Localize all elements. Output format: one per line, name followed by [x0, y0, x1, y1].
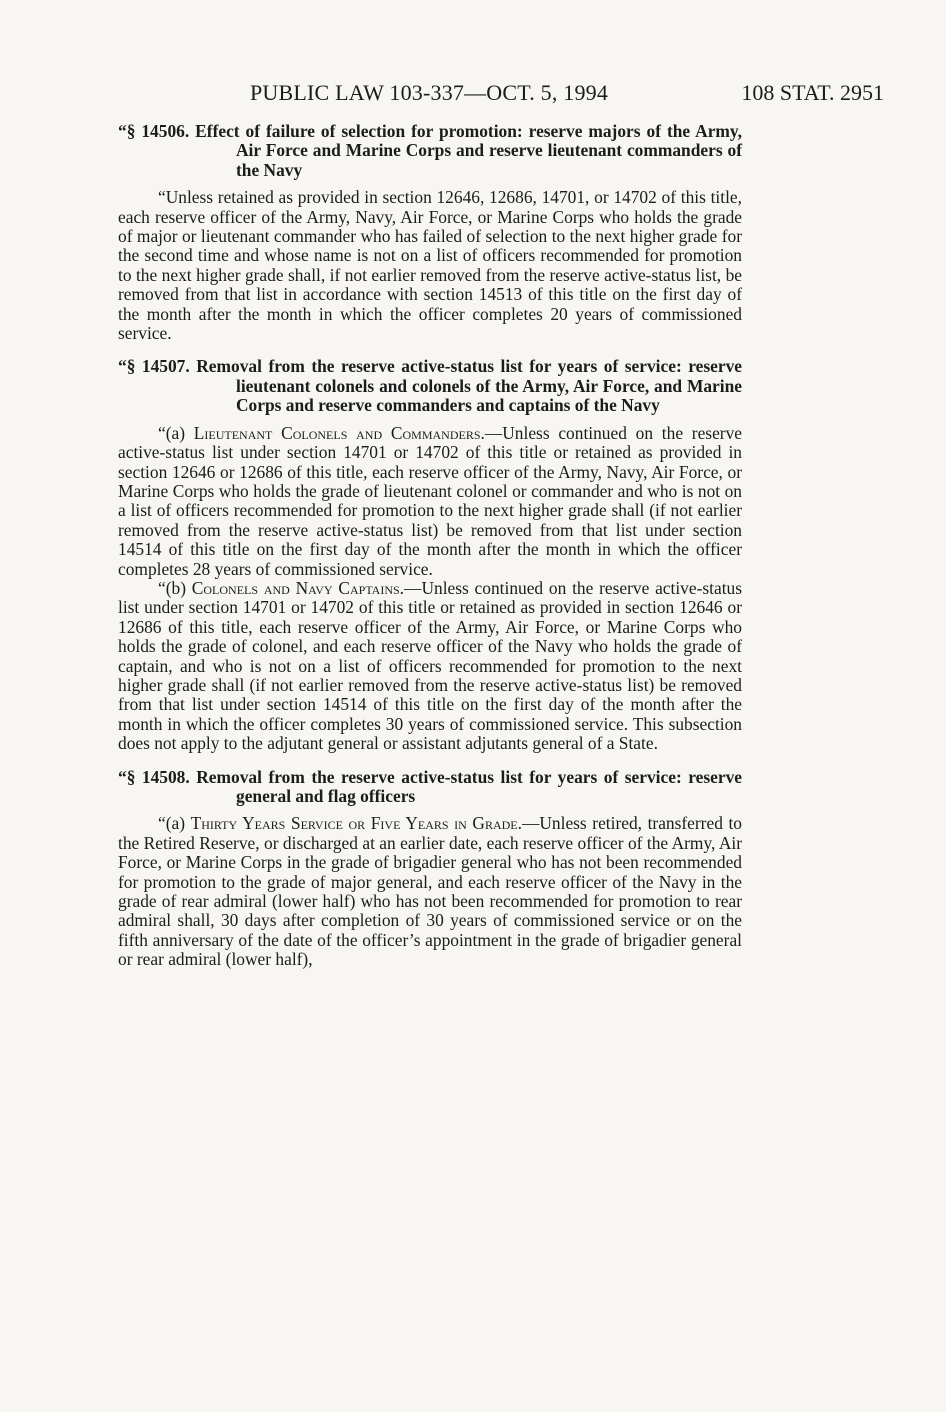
statute-page-number: 108 STAT. 2951	[741, 80, 884, 105]
section-number: “§ 14507.	[118, 356, 190, 377]
section-14507-subsection-a	[118, 424, 742, 579]
section-14506-body: “Unless retained as provided in section 12646, 12686, 14701, or 14702 of this title, each reserve officer of the Army, Navy, Air Force, or Marine Corps who holds the grade of major or lieutenant commander who has failed of selection to the next higher grade for the second time and whose name is not on a list of officers recommended for promotion to the next higher grade shall, if not earlier removed from the reserve active-status list, be removed from that list in accordance with section 14513 of this title on the first day of the month after the month in which the officer completes 20 years of commissioned service.	[118, 187, 742, 344]
subsection-text: —Unless continued on the reserve active-status list under section 14701 or 14702 of this title or retained as provided in section 12646 or 12686 of this title, each reserve officer of the Army, Navy, Air Force, or Marine Corps who holds the grade of lieutenant colonel or commander and who is not on a list of officers recommended for promotion to the next higher grade shall (if not earlier removed from the reserve active-status list) be removed from that list under section 14514 of this title on the first day of the month after the month in which the officer completes 28 years of commissioned service.	[118, 422, 742, 579]
subsection-text: —Unless continued on the reserve active-status list under section 14701 or 14702 of this title or retained as provided in section 12646 or 12686 of this title, each reserve officer of the Army, Air Force, or Marine Corps who holds the grade of colonel, and each reserve officer of the Navy who holds the grade of captain, and who is not on a list of officers recommended for promotion to the next higher grade shall (if not earlier removed from the reserve active-status list) be removed from that list under section 14514 of this title on the first day of the month after the month in which the officer completes 30 years of commissioned service. This subsection does not apply to the adjutant general or assistant adjutants general of a State.	[118, 577, 742, 754]
running-header	[118, 80, 884, 110]
section-number: “§ 14506.	[118, 121, 190, 141]
section-14507-heading	[118, 357, 742, 415]
section-14506-heading	[118, 122, 742, 180]
subsection-label: “(b)	[158, 577, 192, 598]
subsection-label: “(a)	[158, 813, 191, 834]
subsection-text: —Unless retired, transferred to the Retired Reserve, or discharged at an earlier date, each reserve officer of the Army, Air Force, or Marine Corps in the grade of brigadier general who has not been recommended for promotion to the grade of major general, and each reserve officer of the Navy in the grade of rear admiral (lower half) who has not been recommended for promotion to rear admiral shall, 30 days after completion of 30 years of commissioned service or on the fifth anniversary of the date of the officer’s appointment in the grade of brigadier general or rear admiral (lower half),	[118, 813, 742, 970]
section-number: “§ 14508.	[118, 766, 190, 787]
subsection-caption: Lieutenant Colonels and Commanders.	[193, 422, 485, 443]
section-14508-subsection-a	[118, 814, 742, 969]
subsection-caption: Colonels and Navy Captains.	[191, 577, 405, 598]
section-heading-text: Removal from the reserve active-status list for years of service: reserve general and flag officers	[196, 766, 742, 806]
section-heading-text: Removal from the reserve active-status list for years of service: reserve lieutenant colonels and colonels of the Army, Air Force, and Marine Corps and reserve commanders and captains of the Navy	[196, 356, 742, 416]
section-14507-subsection-b	[118, 579, 742, 754]
section-heading-text: Effect of failure of selection for promotion: reserve majors of the Army, Air Force and Marine Corps and reserve lieutenant commanders of the Navy	[195, 121, 742, 180]
subsection-caption: Thirty Years Service or Five Years in Grade.	[190, 813, 522, 834]
section-14508-heading	[118, 768, 742, 807]
document-body	[118, 122, 742, 970]
public-law-title: PUBLIC LAW 103-337—OCT. 5, 1994	[250, 80, 609, 105]
subsection-label: “(a)	[158, 422, 194, 443]
